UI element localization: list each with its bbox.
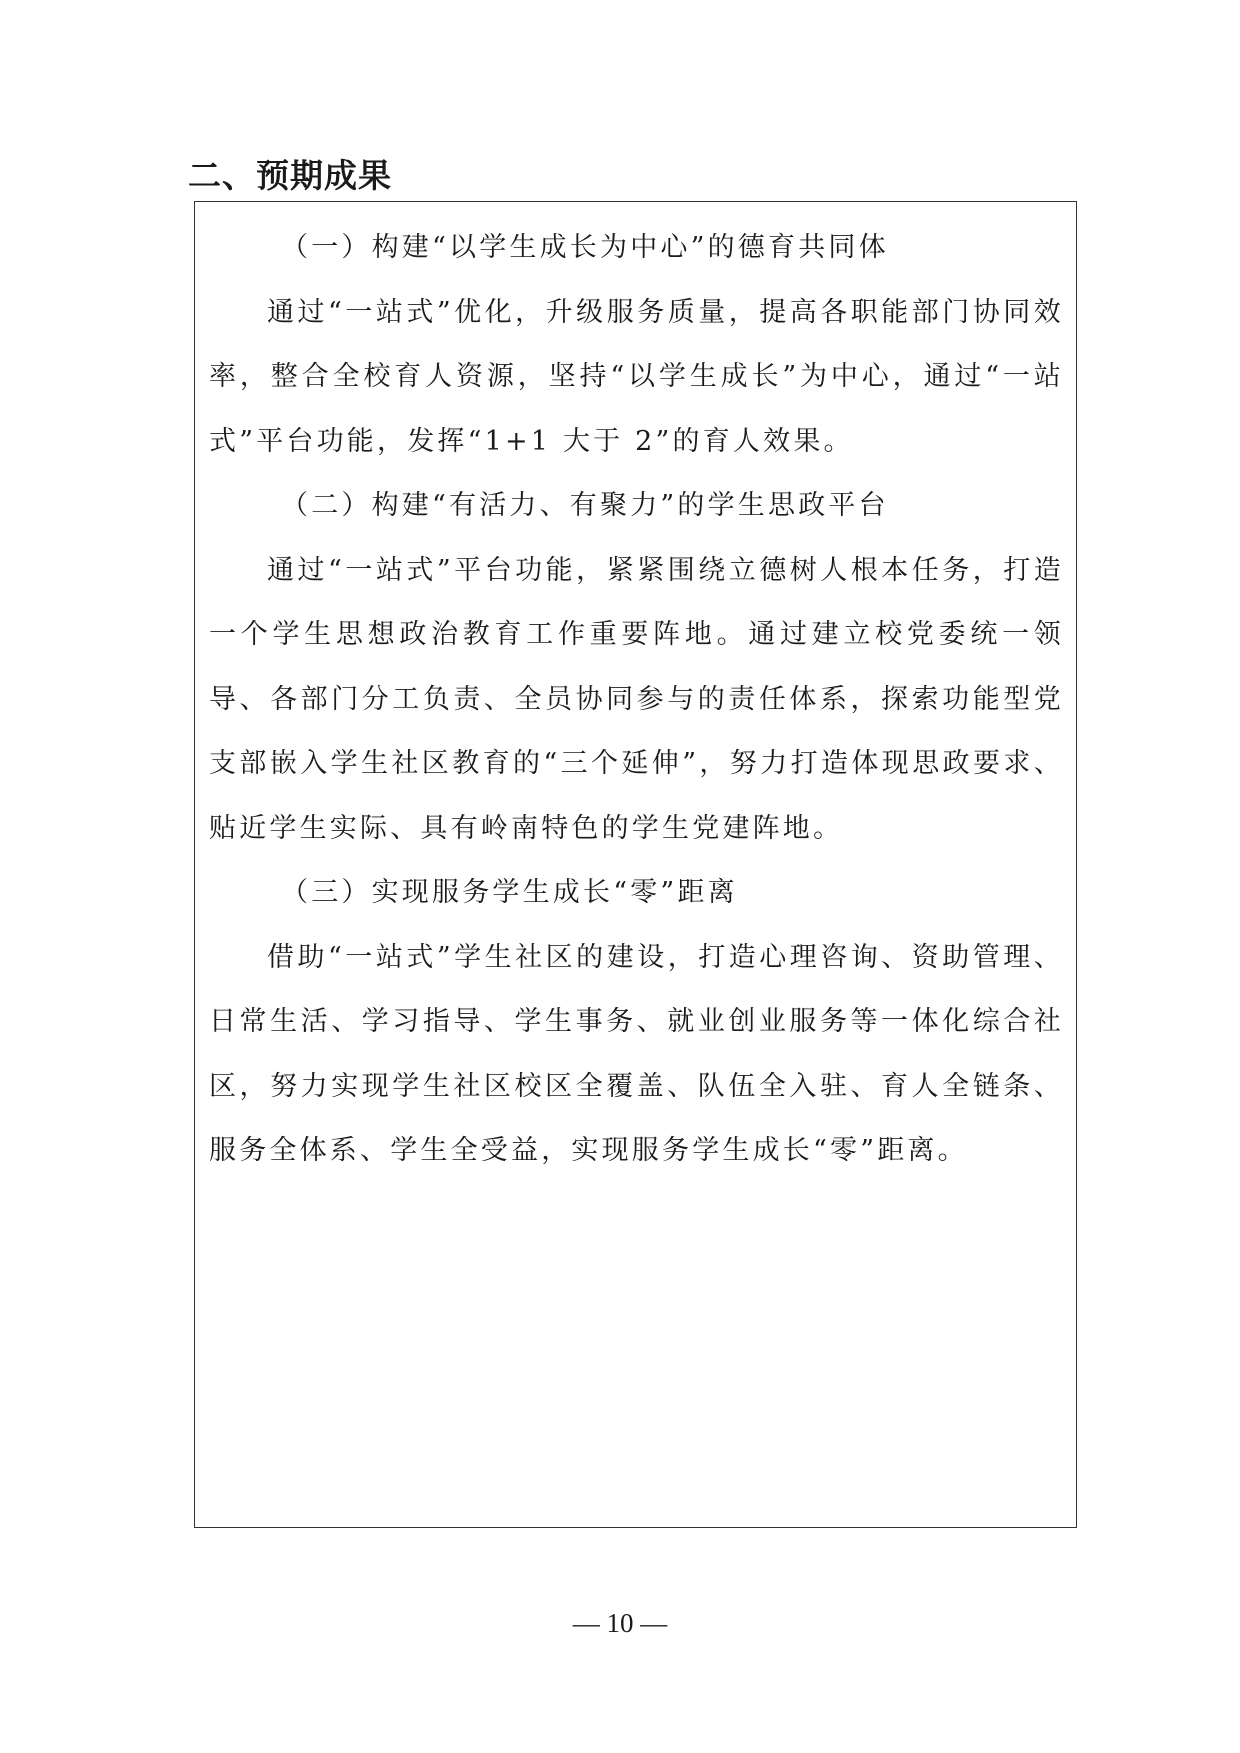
paragraph-2: 通过“一站式”平台功能，紧紧围绕立德树人根本任务，打造一个学生思想政治教育工作重要阵地。通过建立校党委统一领导、各部门分工负责、全员协同参与的责任体系，探索功能型党支部嵌入学生社区教育的“三个延伸”，努力打造体现思政要求、贴近学生实际、具有岭南特色的学生党建阵地。 bbox=[209, 554, 1064, 844]
expected-outcomes-content bbox=[209, 216, 1064, 1184]
subheading-1: （一）构建“以学生成长为中心”的德育共同体 bbox=[281, 232, 889, 263]
paragraph-3: 借助“一站式”学生社区的建设，打造心理咨询、资助管理、日常生活、学习指导、学生事务、就业创业服务等一体化综合社区，努力实现学生社区校区全覆盖、队伍全入驻、育人全链条、服务全体系、学生全受益，实现服务学生成长“零”距离。 bbox=[209, 941, 1064, 1166]
paragraph-1: 通过“一站式”优化，升级服务质量，提高各职能部门协同效率，整合全校育人资源，坚持“以学生成长”为中心，通过“一站式”平台功能，发挥“1+1 大于 2”的育人效果。 bbox=[209, 296, 1064, 457]
section-title: 二、预期成果 bbox=[188, 156, 392, 195]
subheading-3: （三）实现服务学生成长“零”距离 bbox=[281, 877, 738, 908]
expected-outcomes-box bbox=[194, 201, 1077, 1528]
page-number: — 10 — bbox=[572, 1608, 668, 1638]
subheading-2: （二）构建“有活力、有聚力”的学生思政平台 bbox=[281, 490, 889, 521]
